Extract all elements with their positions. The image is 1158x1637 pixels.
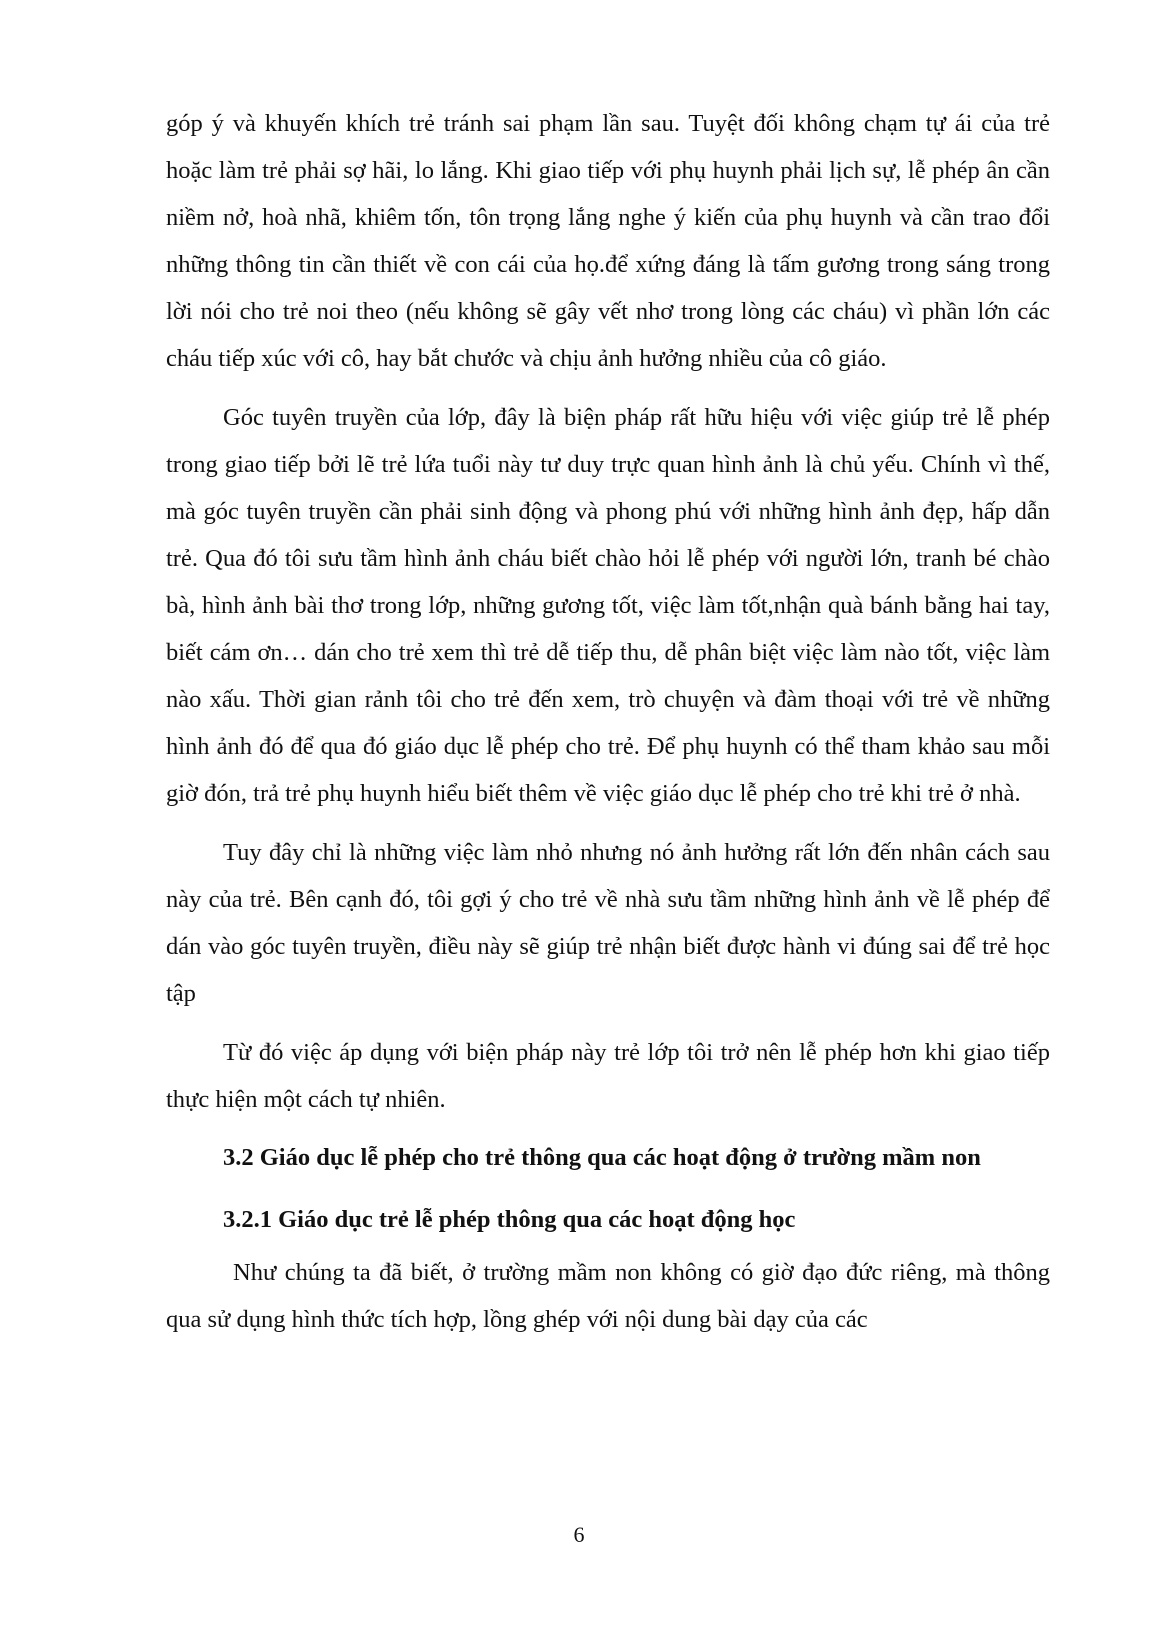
paragraph-3: Tuy đây chỉ là những việc làm nhỏ nhưng nó ảnh hưởng rất lớn đến nhân cách sau này của trẻ. Bên cạnh đó, tôi gợi ý cho trẻ về nhà sưu tầm những hình ảnh về lễ phép để dán vào góc tuyên truyền, điều này sẽ giúp trẻ nhận biết được hành vi đúng sai để trẻ học tập bbox=[166, 839, 1050, 1007]
paragraph-5: Như chúng ta đã biết, ở trường mầm non không có giờ đạo đức riêng, mà thông qua sử dụng hình thức tích hợp, lồng ghép với nội dung bài dạy của các bbox=[166, 1259, 1050, 1333]
page-body bbox=[166, 100, 1050, 1343]
subsection-heading-3-2-1: 3.2.1 Giáo dục trẻ lễ phép thông qua các hoạt động học bbox=[223, 1206, 796, 1233]
paragraph-1: góp ý và khuyến khích trẻ tránh sai phạm lần sau. Tuyệt đối không chạm tự ái của trẻ hoặc làm trẻ phải sợ hãi, lo lắng. Khi giao tiếp với phụ huynh phải lịch sự, lễ phép ân cần niềm nở, hoà nhã, khiêm tốn, tôn trọng lắng nghe ý kiến của phụ huynh và cần trao đổi những thông tin cần thiết về con cái của họ.để xứng đáng là tấm gương trong sáng trong lời nói cho trẻ noi theo (nếu không sẽ gây vết nhơ trong lòng các cháu) vì phần lớn các cháu tiếp xúc với cô, hay bắt chước và chịu ảnh hưởng nhiều của cô giáo. bbox=[166, 110, 1050, 372]
paragraph-4: Từ đó việc áp dụng với biện pháp này trẻ lớp tôi trở nên lễ phép hơn khi giao tiếp thực hiện một cách tự nhiên. bbox=[166, 1039, 1050, 1113]
page-number: 6 bbox=[573, 1522, 585, 1547]
paragraph-2: Góc tuyên truyền của lớp, đây là biện pháp rất hữu hiệu với việc giúp trẻ lễ phép trong giao tiếp bởi lẽ trẻ lứa tuổi này tư duy trực quan hình ảnh là chủ yếu. Chính vì thế, mà góc tuyên truyền cần phải sinh động và phong phú với những hình ảnh đẹp, hấp dẫn trẻ. Qua đó tôi sưu tầm hình ảnh cháu biết chào hỏi lễ phép với người lớn, tranh bé chào bà, hình ảnh bài thơ trong lớp, những gương tốt, việc làm tốt,nhận quà bánh bằng hai tay, biết cám ơn… dán cho trẻ xem thì trẻ dễ tiếp thu, dễ phân biệt việc làm nào tốt, việc làm nào xấu. Thời gian rảnh tôi cho trẻ đến xem, trò chuyện và đàm thoại với trẻ về những hình ảnh đó để qua đó giáo dục lễ phép cho trẻ. Để phụ huynh có thể tham khảo sau mỗi giờ đón, trả trẻ phụ huynh hiểu biết thêm về việc giáo dục lễ phép cho trẻ khi trẻ ở nhà. bbox=[166, 404, 1050, 807]
section-heading-3-2: 3.2 Giáo dục lễ phép cho trẻ thông qua các hoạt động ở trường mầm non bbox=[223, 1144, 981, 1171]
